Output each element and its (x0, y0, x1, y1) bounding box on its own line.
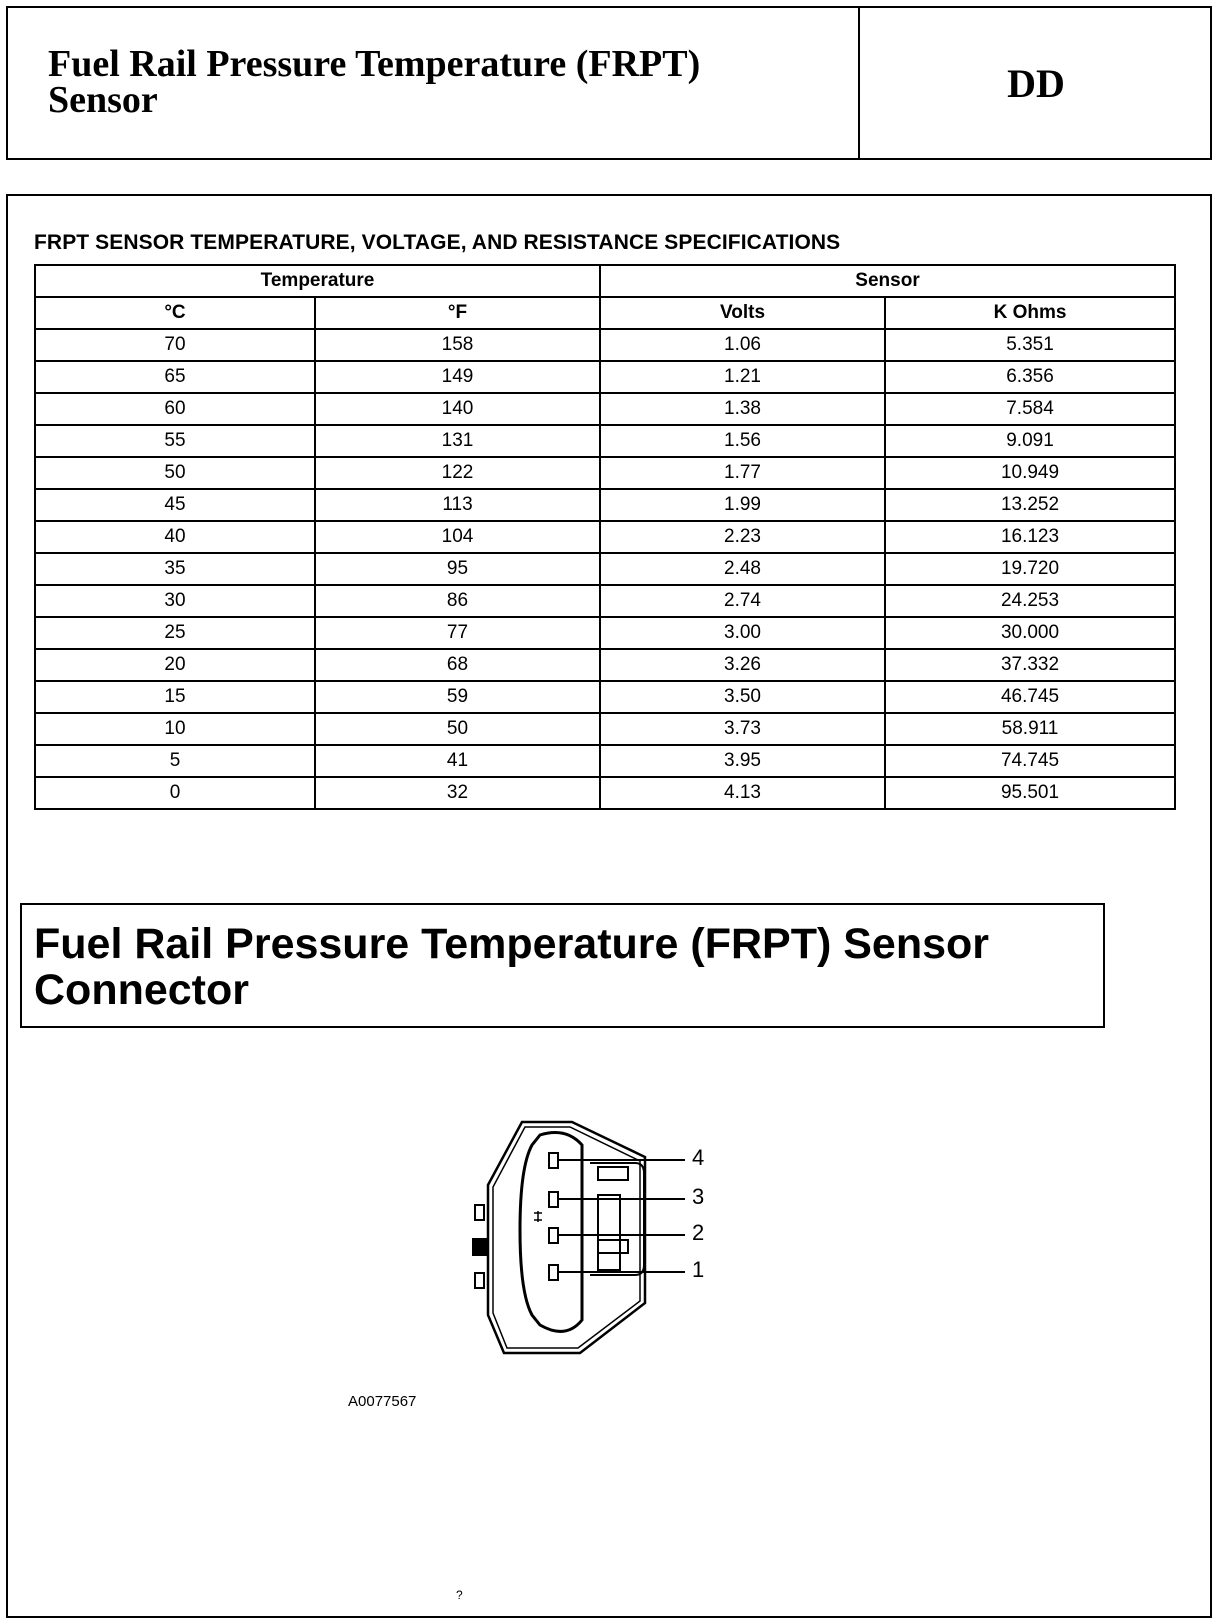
table-row (35, 553, 1175, 585)
cell-celsius: 30 (35, 585, 315, 617)
cell-kohms: 46.745 (885, 681, 1175, 713)
spec-table (34, 264, 1176, 810)
figure-id: A0077567 (348, 1393, 417, 1410)
connector-plug-body (520, 1133, 582, 1332)
header-box (6, 6, 1212, 160)
cell-celsius: 0 (35, 777, 315, 809)
cell-volts: 2.23 (600, 521, 885, 553)
cell-fahrenheit: 113 (315, 489, 600, 521)
cell-fahrenheit: 158 (315, 329, 600, 361)
cell-kohms: 10.949 (885, 457, 1175, 489)
table-row (35, 489, 1175, 521)
spec-table-heading: FRPT SENSOR TEMPERATURE, VOLTAGE, AND RESISTANCE SPECIFICATIONS (34, 231, 841, 254)
cell-fahrenheit: 59 (315, 681, 600, 713)
cell-kohms: 74.745 (885, 745, 1175, 777)
table-row (35, 329, 1175, 361)
connector-diagram (470, 1115, 770, 1355)
cell-celsius: 50 (35, 457, 315, 489)
page-mark: ? (456, 1588, 463, 1602)
table-row (35, 713, 1175, 745)
cell-fahrenheit: 41 (315, 745, 600, 777)
cell-celsius: 25 (35, 617, 315, 649)
cell-fahrenheit: 86 (315, 585, 600, 617)
cell-fahrenheit: 77 (315, 617, 600, 649)
connector-title-line1: Fuel Rail Pressure Temperature (FRPT) Sensor (34, 920, 990, 968)
cell-celsius: 20 (35, 649, 315, 681)
orientation-mark (534, 1211, 542, 1222)
pin-label-4: 4 (692, 1145, 705, 1170)
pin-label-2: 2 (692, 1220, 705, 1245)
cell-volts: 3.50 (600, 681, 885, 713)
document-code: DD (1007, 60, 1065, 106)
document-title-line1: Fuel Rail Pressure Temperature (FRPT) (48, 43, 701, 85)
cell-kohms: 9.091 (885, 425, 1175, 457)
cell-fahrenheit: 131 (315, 425, 600, 457)
document-title (48, 43, 838, 121)
cell-fahrenheit: 95 (315, 553, 600, 585)
connector-section-title (34, 921, 1104, 1013)
pin-3 (549, 1192, 558, 1207)
pin-1 (549, 1265, 558, 1280)
pin-label-3: 3 (692, 1184, 705, 1209)
cell-fahrenheit: 149 (315, 361, 600, 393)
table-row (35, 457, 1175, 489)
column-header-row (35, 297, 1175, 329)
cell-celsius: 55 (35, 425, 315, 457)
cell-volts: 1.06 (600, 329, 885, 361)
latch-bottom (598, 1240, 628, 1253)
table-row (35, 617, 1175, 649)
latch-middle (598, 1195, 620, 1270)
cell-kohms: 30.000 (885, 617, 1175, 649)
column-header-kohms: K Ohms (885, 297, 1175, 329)
column-header-volts: Volts (600, 297, 885, 329)
table-row (35, 681, 1175, 713)
cell-kohms: 19.720 (885, 553, 1175, 585)
cell-volts: 1.77 (600, 457, 885, 489)
cell-volts: 4.13 (600, 777, 885, 809)
column-header-fahrenheit: °F (315, 297, 600, 329)
cell-kohms: 95.501 (885, 777, 1175, 809)
table-row (35, 361, 1175, 393)
cell-kohms: 5.351 (885, 329, 1175, 361)
cell-volts: 1.99 (600, 489, 885, 521)
cell-fahrenheit: 50 (315, 713, 600, 745)
pin-4 (549, 1153, 558, 1168)
table-row (35, 425, 1175, 457)
cell-kohms: 13.252 (885, 489, 1175, 521)
cell-volts: 1.21 (600, 361, 885, 393)
connector-title-line2: Connector (34, 966, 249, 1014)
cell-fahrenheit: 104 (315, 521, 600, 553)
side-pin-middle (473, 1239, 486, 1255)
cell-celsius: 5 (35, 745, 315, 777)
column-header-celsius: °C (35, 297, 315, 329)
cell-celsius: 15 (35, 681, 315, 713)
connector-housing-outer (488, 1122, 645, 1353)
cell-kohms: 6.356 (885, 361, 1175, 393)
table-row (35, 521, 1175, 553)
table-row (35, 393, 1175, 425)
cell-fahrenheit: 68 (315, 649, 600, 681)
cell-volts: 3.95 (600, 745, 885, 777)
cell-volts: 3.00 (600, 617, 885, 649)
cell-celsius: 65 (35, 361, 315, 393)
table-row (35, 777, 1175, 809)
cell-volts: 2.74 (600, 585, 885, 617)
cell-volts: 3.26 (600, 649, 885, 681)
group-header-temperature: Temperature (35, 265, 600, 297)
cell-celsius: 60 (35, 393, 315, 425)
table-row (35, 649, 1175, 681)
cell-celsius: 35 (35, 553, 315, 585)
side-pin-top (475, 1205, 484, 1220)
group-header-row (35, 265, 1175, 297)
cell-fahrenheit: 122 (315, 457, 600, 489)
document-title-line2: Sensor (48, 79, 158, 121)
pin-label-1: 1 (692, 1257, 705, 1282)
cell-volts: 1.38 (600, 393, 885, 425)
cell-volts: 1.56 (600, 425, 885, 457)
cell-kohms: 37.332 (885, 649, 1175, 681)
cell-kohms: 24.253 (885, 585, 1175, 617)
cell-celsius: 70 (35, 329, 315, 361)
cell-celsius: 10 (35, 713, 315, 745)
connector-drawing (470, 1115, 770, 1355)
latch-top (598, 1167, 628, 1180)
cell-fahrenheit: 140 (315, 393, 600, 425)
cell-celsius: 40 (35, 521, 315, 553)
cell-kohms: 58.911 (885, 713, 1175, 745)
cell-celsius: 45 (35, 489, 315, 521)
table-row (35, 585, 1175, 617)
cell-kohms: 7.584 (885, 393, 1175, 425)
table-row (35, 745, 1175, 777)
cell-fahrenheit: 32 (315, 777, 600, 809)
side-pin-bottom (475, 1273, 484, 1288)
cell-volts: 2.48 (600, 553, 885, 585)
cell-volts: 3.73 (600, 713, 885, 745)
group-header-sensor: Sensor (600, 265, 1175, 297)
pin-2 (549, 1228, 558, 1243)
cell-kohms: 16.123 (885, 521, 1175, 553)
connector-section-title-box (20, 903, 1105, 1028)
